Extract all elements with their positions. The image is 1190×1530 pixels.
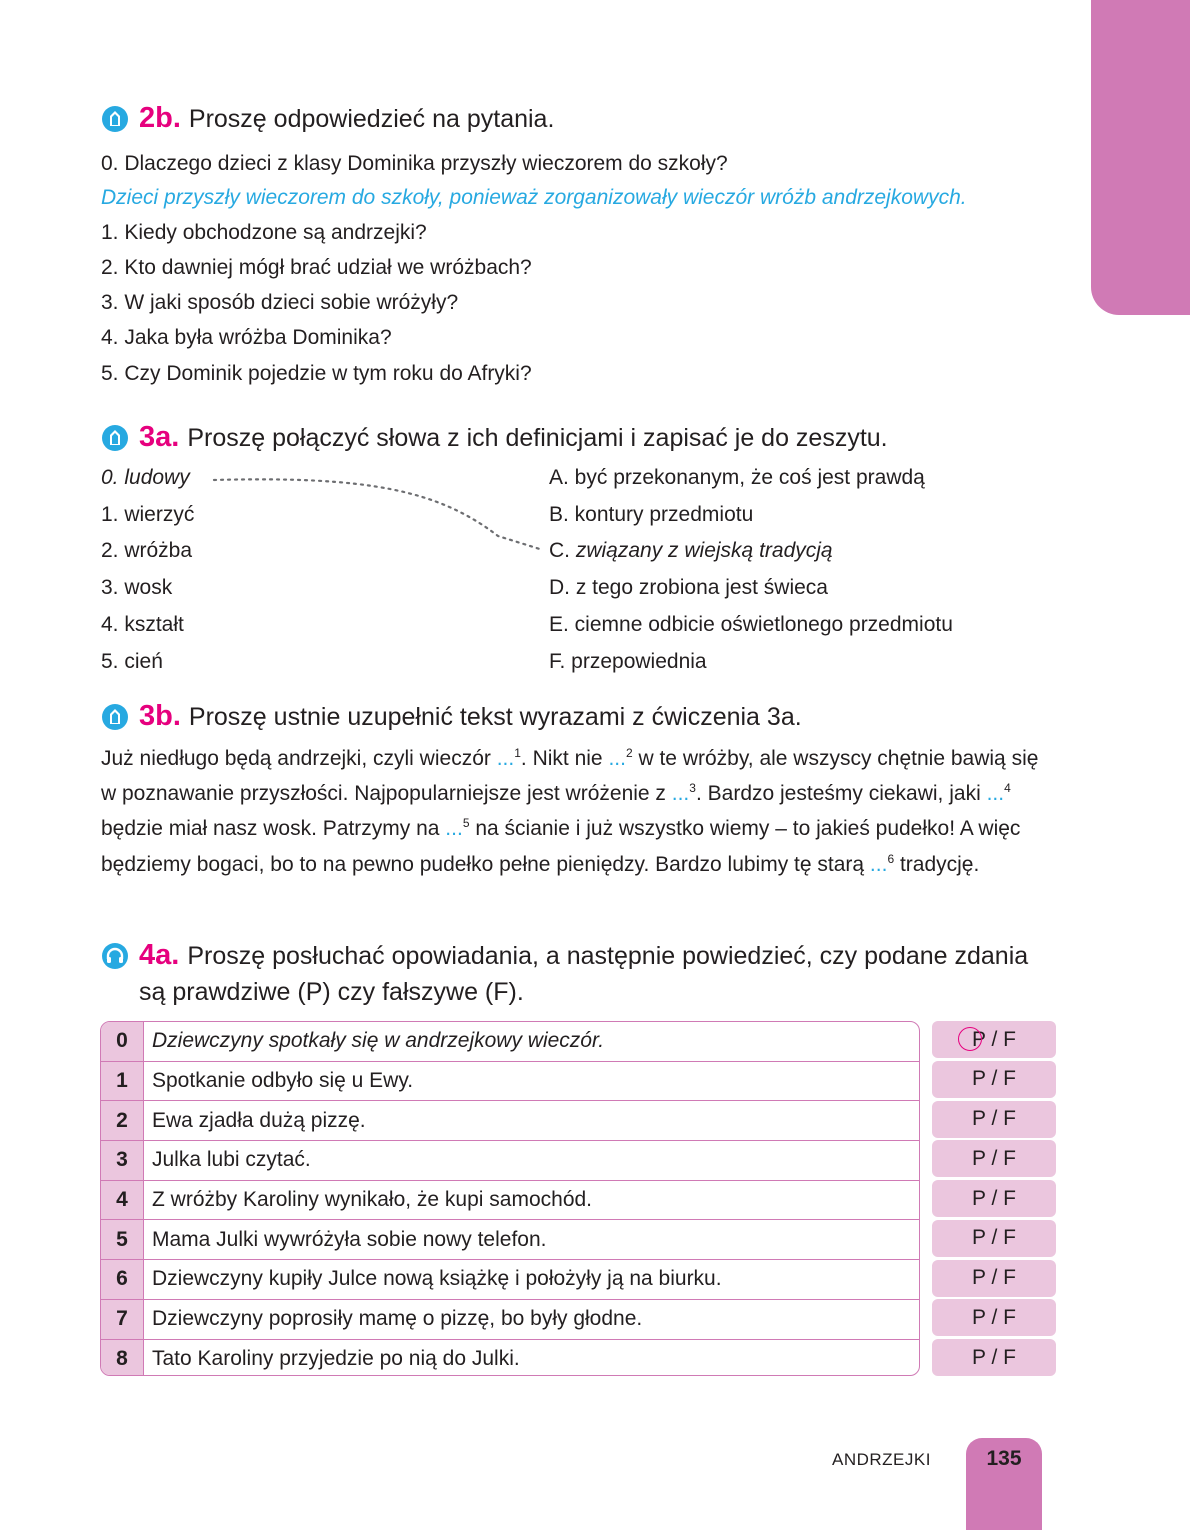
chapter-name: ANDRZEJKI bbox=[832, 1450, 931, 1469]
true-false-option[interactable] bbox=[932, 1220, 1056, 1257]
row-number: 2 bbox=[101, 1101, 144, 1140]
statement: Dziewczyny poprosiły mamę o pizzę, bo były głodne. bbox=[152, 1307, 643, 1331]
true-false-option[interactable] bbox=[932, 1140, 1056, 1177]
gap: ... bbox=[496, 747, 515, 770]
table-row bbox=[101, 1300, 919, 1340]
exercise-2b-heading bbox=[101, 102, 554, 135]
statement: Z wróżby Karoliny wynikało, że kupi samochód. bbox=[152, 1188, 593, 1212]
exercise-number: 3a. bbox=[139, 421, 180, 453]
table-row bbox=[101, 1141, 919, 1181]
statement: Mama Julki wywróżyła sobie nowy telefon. bbox=[152, 1227, 547, 1251]
table-row bbox=[101, 1220, 919, 1260]
exercise-number: 4a. bbox=[139, 939, 180, 971]
side-chapter-tab bbox=[1091, 0, 1190, 315]
true-false-answers bbox=[932, 1021, 1056, 1379]
question: 4. Jaka była wróżba Dominika? bbox=[101, 326, 392, 349]
gap: ... bbox=[986, 782, 1005, 806]
true-false-option[interactable] bbox=[932, 1180, 1056, 1217]
true-false-option[interactable] bbox=[932, 1101, 1056, 1138]
true-false-option[interactable] bbox=[932, 1299, 1056, 1336]
word-item: 4. kształt bbox=[101, 613, 184, 636]
example-question: 0. Dlaczego dzieci z klasy Dominika przyszły wieczorem do szkoły? bbox=[101, 152, 728, 175]
exercise-title: Proszę ustnie uzupełnić tekst wyrazami z ćwiczenia 3a. bbox=[188, 703, 802, 731]
answer-circle bbox=[958, 1027, 982, 1051]
definition-item: E. ciemne odbicie oświetlonego przedmiotu bbox=[549, 613, 953, 636]
statement: Dziewczyny spotkały się w andrzejkowy wieczór. bbox=[152, 1029, 605, 1053]
row-number: 0 bbox=[101, 1022, 144, 1061]
gap: ... bbox=[869, 852, 888, 876]
headphones-icon bbox=[101, 942, 129, 970]
definition-letter: C. bbox=[549, 539, 576, 562]
word-item: 3. wosk bbox=[101, 576, 173, 599]
question: 5. Czy Dominik pojedzie w tym roku do Afryki? bbox=[101, 362, 532, 385]
definition-item: B. kontury przedmiotu bbox=[549, 503, 754, 526]
statement: Julka lubi czytać. bbox=[152, 1148, 311, 1172]
exercise-3a-heading bbox=[101, 421, 888, 454]
true-false-table bbox=[100, 1021, 920, 1376]
pf-label: P / F bbox=[972, 1266, 1016, 1289]
table-row bbox=[101, 1181, 919, 1221]
row-number: 1 bbox=[101, 1062, 144, 1101]
row-number: 6 bbox=[101, 1260, 144, 1299]
table-row bbox=[101, 1022, 919, 1062]
pencil-icon bbox=[101, 424, 129, 452]
gap: ... bbox=[671, 782, 690, 806]
definition-item: A. być przekonanym, że coś jest prawdą bbox=[549, 466, 925, 489]
pf-label: P / F bbox=[972, 1107, 1016, 1130]
exercise-title: Proszę posłuchać opowiadania, a następnie powiedzieć, czy podane zdania bbox=[187, 942, 1029, 970]
table-row bbox=[101, 1340, 919, 1377]
true-false-option[interactable] bbox=[932, 1260, 1056, 1297]
matching-dotted-line bbox=[208, 470, 548, 560]
exercise-title-continued bbox=[139, 976, 524, 1008]
word-item: 0. ludowy bbox=[101, 466, 190, 489]
definition-item: F. przepowiednia bbox=[549, 650, 707, 673]
word-item: 1. wierzyć bbox=[101, 503, 195, 526]
true-false-option[interactable] bbox=[932, 1339, 1056, 1376]
exercise-title: Proszę odpowiedzieć na pytania. bbox=[188, 105, 555, 133]
pf-label: P / F bbox=[972, 1345, 1016, 1369]
definition-text: związany z wiejską tradycją bbox=[575, 539, 833, 562]
true-false-option[interactable] bbox=[932, 1061, 1056, 1098]
exercise-title-line2: są prawdziwe (P) czy fałszywe (F). bbox=[139, 978, 524, 1006]
word-item: 2. wróżba bbox=[101, 539, 193, 562]
gap: ... bbox=[445, 817, 463, 841]
table-row bbox=[101, 1101, 919, 1141]
word-item: 5. cień bbox=[101, 650, 163, 673]
definition-item bbox=[549, 537, 833, 565]
exercise-number: 3b. bbox=[139, 700, 181, 732]
question: 1. Kiedy obchodzone są andrzejki? bbox=[101, 221, 427, 244]
pf-label: P / F bbox=[972, 1027, 1016, 1051]
fill-in-text: Już niedługo będą andrzejki, czyli wieczór ...$^1$. Nikt nie ...$^2$ w te wróżby, ale wszyscy chętnie bawią się w poznawanie przyszłości. Najpopularniejsze jest wróżenie z ...$^3$. Bardzo jesteśmy ciekawi, jaki ...$^4$ będzie miał nasz wosk. Patrzymy na ...$^5$ na ścianie i już wszystko wiemy – to jakieś pudełko! A więc będziemy bogaci, bo to na pewno pudełko pełne pieniędzy. Bardzo lubimy tę starą ...$^6$ tradycję. bbox=[101, 746, 1039, 876]
exercise-number: 2b. bbox=[139, 102, 181, 134]
question: 2. Kto dawniej mógł brać udział we wróżbach? bbox=[101, 256, 532, 279]
pf-label: P / F bbox=[972, 1305, 1016, 1329]
page-number-tab bbox=[966, 1438, 1042, 1530]
pf-label: P / F bbox=[972, 1146, 1016, 1170]
table-row bbox=[101, 1260, 919, 1300]
pf-label: P / F bbox=[972, 1186, 1016, 1210]
row-number: 4 bbox=[101, 1181, 144, 1220]
question: 3. W jaki sposób dzieci sobie wróżyły? bbox=[101, 291, 459, 314]
row-number: 8 bbox=[101, 1340, 144, 1377]
statement: Ewa zjadła dużą pizzę. bbox=[152, 1108, 366, 1132]
pencil-icon bbox=[101, 703, 129, 731]
exercise-title: Proszę połączyć słowa z ich definicjami i zapisać je do zeszytu. bbox=[187, 424, 888, 452]
example-answer: Dzieci przyszły wieczorem do szkoły, ponieważ zorganizowały wieczór wróżb andrzejkowych. bbox=[101, 186, 967, 209]
row-number: 7 bbox=[101, 1300, 144, 1339]
table-row bbox=[101, 1062, 919, 1102]
exercise-4a-heading bbox=[101, 939, 1028, 972]
definition-item: D. z tego zrobiona jest świeca bbox=[549, 576, 828, 599]
row-number: 3 bbox=[101, 1141, 144, 1180]
true-false-option[interactable] bbox=[932, 1021, 1056, 1058]
statement: Dziewczyny kupiły Julce nową książkę i położyły ją na biurku. bbox=[152, 1267, 722, 1291]
page-number: 135 bbox=[986, 1447, 1022, 1470]
pencil-icon bbox=[101, 105, 129, 133]
pf-label: P / F bbox=[972, 1226, 1016, 1250]
row-number: 5 bbox=[101, 1220, 144, 1259]
statement: Tato Karoliny przyjedzie po nią do Julki. bbox=[152, 1347, 520, 1371]
gap: ... bbox=[608, 747, 626, 770]
exercise-3b-heading bbox=[101, 700, 802, 733]
statement: Spotkanie odbyło się u Ewy. bbox=[152, 1069, 414, 1093]
pf-label: P / F bbox=[972, 1067, 1016, 1091]
